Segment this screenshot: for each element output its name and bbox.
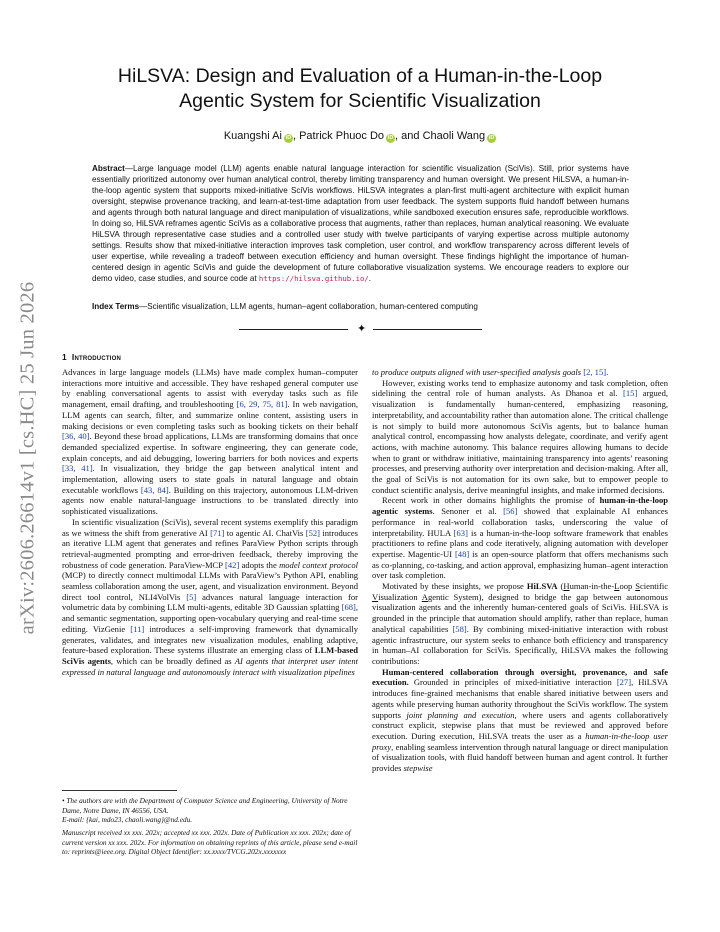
index-terms-label: Index Terms: [92, 302, 140, 311]
citation-link[interactable]: [48]: [454, 548, 470, 559]
author-name: Patrick Phuoc Do: [299, 130, 385, 142]
right-column: [372, 367, 668, 774]
paragraph: Recent work in other domains highlights the promise of human-in-the-loop agentic systems. Senoner et al. [56] showed that explainable AI enhances performance in real-world collaboration tasks, underscoring the value of interpretability. HULA [63] is a human-in-the-loop software framework that enables practitioners to refine plans and code iteratively, aligning automation with developer expertise. Magentic-UI [48] is an open-source platform that offers mechanisms such as co-planning, co-tasking, and action approval, emphasizing human–agent interaction over task completion.: [372, 495, 668, 581]
citation-link[interactable]: [63]: [453, 527, 468, 538]
paper-title: HiLSVA: Design and Evaluation of a Human-in-the-Loop Agentic System for Scientific Visualization: [117, 65, 603, 112]
left-column: [62, 367, 358, 677]
paragraph: However, existing works tend to emphasize autonomy and task completion, often sidelining the central role of human analysts. As Dhanoa et al. [15] argued, visualization is fundamentally human-centered, emphasizing reasoning, interpretability, and accountability rather than automation alone. The critical challenge is not simply to build more autonomous SciVis agents, but to balance human analytical control, encompassing how analysts delegate, coordinate, and verify agent actions, with machine autonomy. This balance requires allowing humans to decide when to grant or withdraw initiative, maintaining transparency into agents’ reasoning processes, and preserving authority over interpretation and decision-making. After all, the goal of SciVis is not automation for its own sake, but to empower people to conduct scientific analysis, derive meaningful insights, and make informed decisions.: [372, 377, 669, 495]
arxiv-stamp: [8, 248, 48, 668]
paragraph: In scientific visualization (SciVis), several recent systems exemplify this paradigm as we witness the shift from generative AI [71] to agentic AI. ChatVis [52] introduces an iterative LLM agent that generates and refines ParaView Python scripts through retrieval-augmented prompting and error-driven feedback, thereby improving the robustness of code generation. ParaView-MCP [42] adopts the model context protocol (MCP) to directly connect multimodal LLMs with ParaView’s Python API, enabling seamless collaboration among the user, agent, and visualization environment. Beyond direct tool control, NLI4VolVis [5] advances natural language interaction for volumetric data by combining LLM multi-agents, editable 3D Gaussian splatting [68], and semantic segmentation, supporting open-vocabulary querying and real-time scene editing. VizGenie [11] introduces a self-improving framework that dynamically generates, validates, and integrates new visualization modules, enabling adaptive, feature-based exploration. These systems illustrate an emerging class of LLM-based SciVis agents, which can be broadly defined as AI agents that interpret user intent expressed in natural language and autonomously interact with visualization pipelines: [62, 516, 358, 677]
paragraph: to produce outputs aligned with user-specified analysis goals [2, 15].: [372, 367, 609, 377]
citation-link[interactable]: [71]: [210, 527, 225, 538]
citation-link[interactable]: [2, 15]: [583, 367, 607, 377]
orcid-icon[interactable]: iD: [488, 135, 495, 141]
diamond-icon: ✦: [357, 322, 367, 335]
arxiv-stamp-text: arXiv:2606.26614v1 [cs.HC] 25 Jun 2026: [16, 281, 39, 635]
citation-link[interactable]: [56]: [503, 506, 518, 517]
citation-link[interactable]: [68]: [341, 602, 356, 613]
abstract: Abstract—Large language model (LLM) agents enable natural language interaction for scientific visualization (SciVis). Still, prior systems have essentially prioritized autonomy over human analytical control, thereby limiting transparency and human oversight. We present HiLSVA, a human-in-the-loop agentic system that supports mixed-initiative SciVis workflows. HiLSVA integrates a plan-first multi-agent architecture with explicit human oversight, stepwise provenance tracking, and learn-at-test-time adaptation from user feedback. The system supports fluid handoff between humans and agents through both natural language and direct manipulation of visualizations, while sandboxed execution ensures safe, reproducible workflows. In doing so, HiLSVA reframes agentic SciVis as a collaborative process that augments, rather than replaces, human analytical reasoning. We evaluate HiLSVA through representative case studies and a controlled user study with twelve participants of varying expertise across multiple autonomy settings. Results show that mixed-initiative interaction improves task completion, user control, and workflow transparency across different levels of user expertise, while revealing a tradeoff between execution efficiency and human oversight. These findings highlight the importance of human-centered design in agentic SciVis and guide the development of future collaborative visualization systems. We encourage readers to explore our demo video, case studies, and source code at https://hilsva.github.io/.: [92, 164, 629, 283]
author-name: Chaoli Wang: [422, 130, 486, 142]
author-list: Kuangshi Ai iD , Patrick Phuoc Do iD , and Chaoli Wang iD: [223, 130, 495, 142]
author-email: E-mail: {kai, mdo23, chaoli.wang}@nd.edu.: [62, 815, 193, 825]
orcid-icon[interactable]: iD: [387, 135, 394, 141]
citation-link[interactable]: [43, 84]: [140, 484, 169, 495]
citation-link[interactable]: [5]: [186, 591, 197, 602]
citation-link[interactable]: [6, 29, 75, 81]: [236, 399, 288, 410]
section-heading: 1 Introduction: [62, 352, 121, 362]
section-divider-left: [239, 329, 348, 330]
project-url-link[interactable]: https://hilsva.github.io/: [258, 274, 369, 283]
citation-link[interactable]: [42]: [225, 559, 240, 570]
citation-link[interactable]: [33, 41]: [62, 463, 93, 474]
citation-link[interactable]: [27]: [616, 677, 632, 688]
index-terms: Index Terms—Scientific visualization, LLM agents, human–agent collaboration, human-centered computing: [92, 302, 478, 311]
paragraph: Advances in large language models (LLMs) have made complex human–computer interactions more intuitive and accessible. They have reshaped general computer use by enabling conversational agents to assist with everyday tasks such as file management, email drafting, and troubleshooting [6, 29, 75, 81]. In web navigation, LLM agents can search, filter, and summarize online content, assisting users in making decisions or even completing tasks such as booking tickets on their behalf [36, 40]. Beyond these broad applications, LLMs are transforming domains that once demanded specialized expertise. In software engineering, they can generate code, explain concepts, and aid debugging, lowering barriers for both novices and experts [33, 41]. In visualization, they bridge the gap between analytical intent and implementation, allowing users to state goals in natural language and obtain executable workflows [43, 84]. Building on this trajectory, autonomous LLM-driven agents now enable natural-language instructions to be translated directly into sophisticated visualizations.: [62, 367, 359, 517]
manuscript-footnote: Manuscript received xx xxx. 202x; accepted xx xxx. 202x. Date of Publication xx xxx. 202x; date of current version xx xxx. 202x. For information on obtaining reprints of this article, please send e-mail to: reprints@ieee.org. Digital Object Identifier: xx.xxxx/TVCG.202x.xxxxxxx: [62, 828, 358, 857]
footnote-rule: [62, 790, 177, 791]
author-affiliation-footnote: • The authors are with the Department of Computer Science and Engineering, University of Notre Dame, Notre Dame, IN 46556, USA. E-mail: {kai, mdo23, chaoli.wang}@nd.edu.: [62, 796, 348, 825]
citation-link[interactable]: [15]: [623, 388, 638, 399]
paragraph: Human-centered collaboration through oversight, provenance, and safe execution. Grounded in principles of mixed-initiative interaction [27], HiLSVA introduces fine-grained mechanisms that enable shared initiative between users and agents while preserving human authority throughout the SciVis workflow. The system supports joint planning and execution, where users and agents collaboratively construct explicit, stepwise plans that must be reviewed and approved before execution. During execution, HiLSVA treats the user as a human-in-the-loop user proxy, enabling seamless intervention through natural language or direct manipulation of visualization tools, with fluid handoff between human and agent control. It further provides stepwise: [372, 666, 668, 774]
citation-link[interactable]: [36, 40]: [62, 431, 90, 442]
citation-link[interactable]: [11]: [130, 623, 145, 634]
abstract-label: Abstract: [92, 164, 125, 173]
section-divider-right: [373, 329, 482, 330]
paragraph: Motivated by these insights, we propose HiLSVA (Human-in-the-Loop Scientific Visualization Agentic System), designed to bridge the gap between autonomous visualization agents and the inherently human-centered goals of SciVis. HiLSVA is grounded in the principle that automation should amplify, rather than replace, human analytical capabilities [58]. By combining mixed-initiative interaction with robust agentic infrastructure, our system seeks to enhance both efficiency and transparency in human–AI collaboration for SciVis. Specifically, HiLSVA makes the following contributions:: [372, 581, 668, 666]
citation-link[interactable]: [52]: [305, 527, 320, 538]
author-name: Kuangshi Ai: [223, 130, 282, 142]
orcid-icon[interactable]: iD: [285, 135, 292, 141]
citation-link[interactable]: [58]: [452, 623, 467, 634]
